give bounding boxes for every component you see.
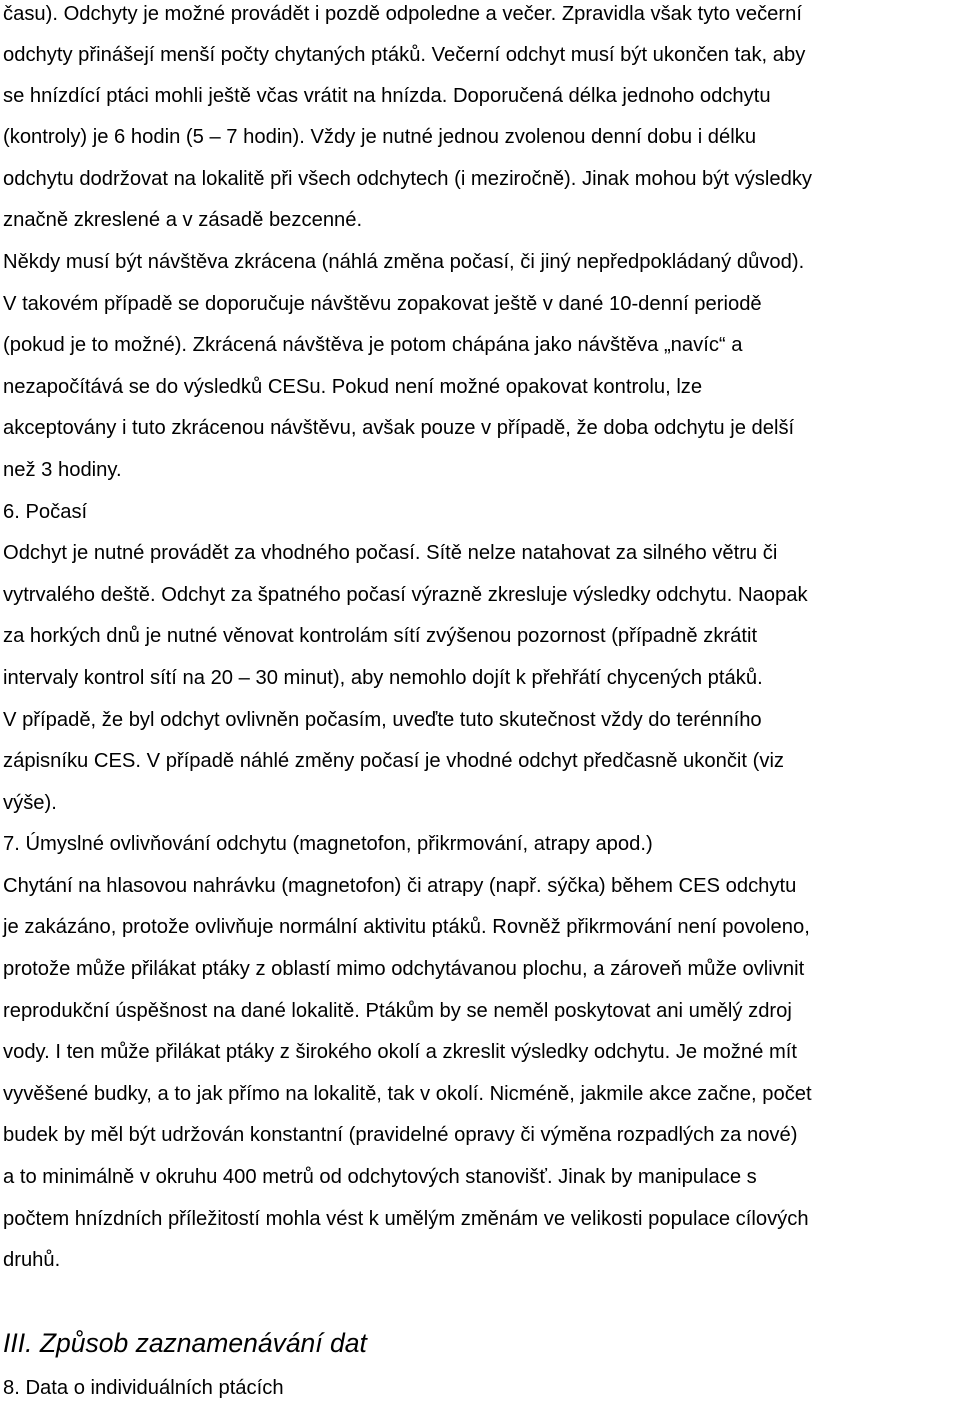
paragraph-line: času). Odchyty je možné provádět i pozdě odpoledne a večer. Zpravidla však tyto večerní: [3, 3, 802, 25]
paragraph-line: akceptovány i tuto zkrácenou návštěvu, avšak pouze v případě, že doba odchytu je delší: [3, 417, 795, 439]
paragraph-line: V takovém případě se doporučuje návštěvu zopakovat ještě v dané 10-denní periodě: [3, 293, 762, 315]
paragraph-line: V případě, že byl odchyt ovlivněn počasím, uveďte tuto skutečnost vždy do terénního: [3, 709, 762, 731]
paragraph-line: za horkých dnů je nutné věnovat kontrolám sítí zvýšenou pozornost (případně zkrátit: [3, 625, 758, 647]
paragraph-line: odchytu dodržovat na lokalitě při všech odchytech (i meziročně). Jinak mohou být výsledky: [3, 168, 813, 190]
paragraph-line: reprodukční úspěšnost na dané lokalitě. Ptákům by se neměl poskytovat ani umělý zdroj: [3, 1000, 792, 1022]
paragraph-line: vyvěšené budky, a to jak přímo na lokalitě, tak v okolí. Nicméně, jakmile akce začne, počet: [3, 1083, 812, 1105]
paragraph-line: zápisníku CES. V případě náhlé změny počasí je vhodné odchyt předčasně ukončit (viz: [3, 750, 785, 772]
section-heading-umyslne: 7. Úmyslné ovlivňování odchytu (magnetofon, přikrmování, atrapy apod.): [3, 833, 653, 855]
paragraph-line: vytrvalého deště. Odchyt za špatného počasí výrazně zkresluje výsledky odchytu. Naopak: [3, 584, 808, 606]
paragraph-line: a to minimálně v okruhu 400 metrů od odchytových stanovišť. Jinak by manipulace s: [3, 1166, 757, 1188]
paragraph-line: počtem hnízdních příležitostí mohla vést k umělým změnám ve velikosti populace cílových: [3, 1208, 809, 1230]
paragraph-line: (kontroly) je 6 hodin (5 – 7 hodin). Vždy je nutné jednou zvolenou denní dobu i délku: [3, 126, 757, 148]
paragraph-line: nezapočítává se do výsledků CESu. Pokud není možné opakovat kontrolu, lze: [3, 376, 703, 398]
paragraph-line: intervaly kontrol sítí na 20 – 30 minut), aby nemohlo dojít k přehřátí chycených ptáků.: [3, 667, 763, 689]
paragraph-line: Chytání na hlasovou nahrávku (magnetofon) či atrapy (např. sýčka) během CES odchytu: [3, 875, 797, 897]
section-heading-pocasi: 6. Počasí: [3, 501, 88, 523]
paragraph-line: vody. I ten může přilákat ptáky z širokého okolí a zkreslit výsledky odchytu. Je možné mít: [3, 1041, 797, 1063]
subsection-heading: 8. Data o individuálních ptácích: [3, 1377, 284, 1399]
paragraph-line: je zakázáno, protože ovlivňuje normální aktivitu ptáků. Rovněž přikrmování není povoleno,: [3, 916, 810, 938]
chapter-heading: III. Způsob zaznamenávání dat: [3, 1328, 367, 1358]
paragraph-line: se hnízdící ptáci mohli ještě včas vrátit na hnízda. Doporučená délka jednoho odchytu: [3, 85, 771, 107]
paragraph-line: značně zkreslené a v zásadě bezcenné.: [3, 209, 363, 231]
paragraph-line: Někdy musí být návštěva zkrácena (náhlá změna počasí, či jiný nepředpokládaný důvod).: [3, 251, 805, 273]
paragraph-line: Odchyt je nutné provádět za vhodného počasí. Sítě nelze natahovat za silného větru či: [3, 542, 778, 564]
paragraph-line: než 3 hodiny.: [3, 459, 122, 481]
paragraph-line: budek by měl být udržován konstantní (pravidelné opravy či výměna rozpadlých za nové): [3, 1124, 798, 1146]
paragraph-line: odchyty přinášejí menší počty chytaných ptáků. Večerní odchyt musí být ukončen tak, aby: [3, 44, 806, 66]
paragraph-line: druhů.: [3, 1249, 61, 1271]
paragraph-line: protože může přilákat ptáky z oblastí mimo odchytávanou plochu, a zároveň může ovlivnit: [3, 958, 805, 980]
paragraph-line: výše).: [3, 792, 57, 814]
paragraph-line: (pokud je to možné). Zkrácená návštěva je potom chápána jako návštěva „navíc“ a: [3, 334, 743, 356]
